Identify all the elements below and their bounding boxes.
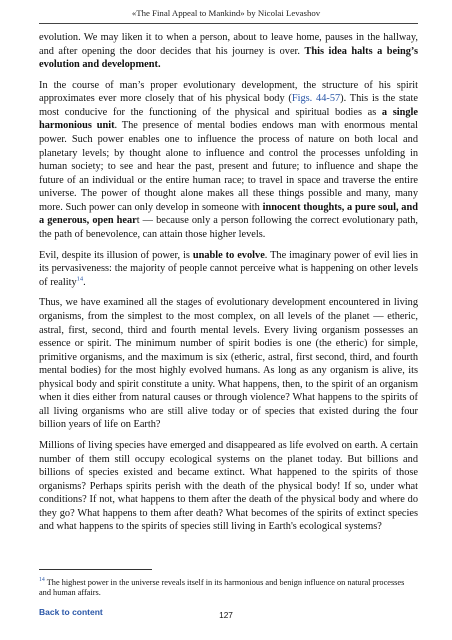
footnote-number: 14: [39, 577, 45, 584]
footnote-reference[interactable]: 14: [76, 275, 84, 283]
paragraph-2-text-b: ). This is the state most conducive for the functioning of the physical and spiritual bodies as: [39, 93, 418, 118]
paragraph-1-text: evolution. We may liken it to when a person, about to leave home, pauses in the hallway, and after opening the door decides that his journey is over.: [39, 32, 418, 57]
footnote-divider: [39, 569, 152, 570]
page-number: 127: [219, 610, 233, 620]
back-to-content-link[interactable]: Back to content: [39, 607, 103, 617]
footnote: [39, 578, 418, 599]
paragraph-3: [39, 249, 418, 290]
paragraph-5: Millions of living species have emerged and disappeared as life evolved on earth. A certain number of them still occupy ecological systems on the planet today. But billions and billions of species existed and became extinct. What happened to the spirits of those organisms? Perhaps spirits perish with the death of the physical body! If so, under what conditions? If not, what happens to them after the death of the physical body and where do they go? What happens to them after death? What becomes of the spirits of extinct species and what happens to the spirits of species still living in Earth's ecological systems?: [39, 440, 418, 533]
footnote-text: The highest power in the universe reveals itself in its harmonious and benign influence on natural processes and human affairs.: [39, 578, 405, 598]
paragraph-1: [39, 31, 418, 72]
paragraph-2-bold-a: a single harmonious unit: [39, 106, 418, 132]
paragraph-3-text-a: Evil, despite its illusion of power, is: [39, 249, 193, 261]
paragraph-3-text-c: .: [83, 276, 86, 288]
paragraph-1-bold: This idea halts a being’s evolution and development.: [39, 45, 418, 71]
paragraph-3-text-b: . The imaginary power of evil lies in its pervasiveness: the majority of people cannot perceive what is happening on other levels of reality: [39, 249, 418, 288]
paragraph-2-text-c: . The presence of mental bodies endows man with enormous mental power. Such power enables one to influence the process of nature on both local and planetary levels; by thought alone to influence and control the processes unfolding in human society; to see and hear the past, present and future; to influence and shape the future of an individual or the entire human race; to travel in space and traverse the entire universe. The power of thought alone makes all these things possible and many, many more. Such power can only develop in someone with: [39, 120, 419, 213]
figures-link[interactable]: Figs. 44-57: [291, 93, 341, 105]
paragraph-2: [39, 79, 418, 242]
paragraph-2-text-a: In the course of man’s proper evolutionary development, the structure of his spirit approximates ever more closely that of his physical body (: [39, 79, 418, 105]
paragraph-2-text-d: t — because only a person following the correct evolutionary path, the path of benevolence, can attain those higher levels.: [39, 215, 418, 240]
paragraph-2-bold-b: innocent thoughts, a pure soul, and a generous, open hear: [39, 201, 418, 227]
paragraph-3-bold: unable to evolve: [192, 249, 265, 261]
body-text: [39, 31, 418, 541]
paragraph-4: Thus, we have examined all the stages of evolutionary development encountered in living organisms, from the simplest to the most complex, on all levels of the planet — etheric, astral, first, second, third and fourth mental levels. Every living organism possesses an essence or spirit. The minimum number of spirit bodies is one (the etheric) for simple, primitive organisms, and the maximum is six (etheric, astral, first second, third, and fourth mental bodies) for the most highly evolved humans. As long as any organism is alive, its physical body and spirit constitute a unity. What happens, then, to the spirit of an organism when it dies either from natural causes or through violence? What happens to the spirits of all living organisms who are still alive today or of species that existed during the four billion years of life on Earth?: [39, 297, 418, 431]
running-header: «The Final Appeal to Mankind» by Nicolai Levashov: [131, 8, 321, 18]
header-divider: [39, 23, 418, 24]
